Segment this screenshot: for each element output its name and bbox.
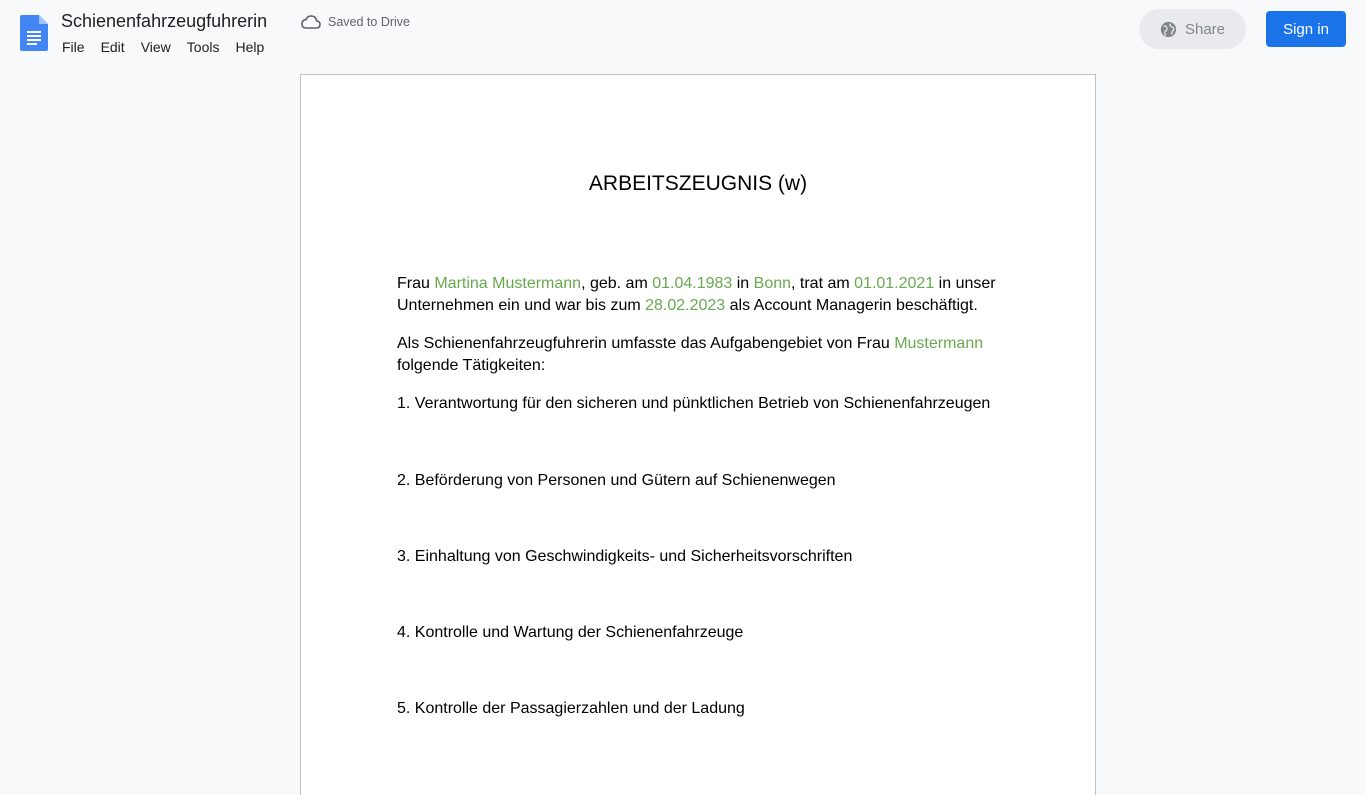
task-item-5: 5. Kontrolle der Passagierzahlen und der Ladung bbox=[397, 700, 745, 717]
globe-icon bbox=[1160, 21, 1177, 38]
employee-surname: Mustermann bbox=[894, 335, 984, 352]
end-date: 28.02.2023 bbox=[645, 297, 726, 314]
tasks-intro-text-1: Als Schienenfahrzeugfuhrerin umfasste das Aufgabengebiet von Frau bbox=[397, 335, 895, 352]
menu-view[interactable]: View bbox=[140, 39, 171, 55]
save-status[interactable] bbox=[301, 14, 410, 30]
menu-file[interactable]: File bbox=[62, 39, 85, 55]
menu-bar bbox=[54, 37, 272, 57]
cloud-done-icon bbox=[301, 14, 321, 30]
share-label: Share bbox=[1184, 20, 1226, 38]
intro-text-3: in bbox=[732, 275, 754, 292]
tasks-intro-text-2: folgende Tätigkeiten: bbox=[397, 357, 546, 374]
share-button[interactable] bbox=[1139, 9, 1246, 49]
intro-text-6: als Account Managerin beschäftigt. bbox=[725, 297, 978, 314]
task-item-3: 3. Einhaltung von Geschwindigkeits- und Sicherheitsvorschriften bbox=[397, 548, 853, 565]
start-date: 01.01.2021 bbox=[854, 275, 935, 292]
employee-name: Martina Mustermann bbox=[434, 275, 582, 292]
intro-text-4: , trat am bbox=[791, 275, 855, 292]
intro-text-5: in unser Unternehmen ein und war bis zum bbox=[397, 275, 996, 314]
birth-city: Bonn bbox=[753, 275, 792, 292]
top-bar bbox=[0, 0, 1366, 64]
intro-text-2: , geb. am bbox=[581, 275, 653, 292]
google-docs-icon[interactable] bbox=[20, 15, 48, 51]
menu-edit[interactable]: Edit bbox=[100, 39, 125, 55]
save-status-label: Saved to Drive bbox=[328, 15, 410, 29]
tasks-intro-paragraph bbox=[397, 333, 1007, 377]
document-title[interactable]: Schienenfahrzeugfuhrerin bbox=[61, 11, 268, 31]
intro-text-1: Frau bbox=[397, 275, 435, 292]
birth-date: 01.04.1983 bbox=[652, 275, 733, 292]
sign-in-button[interactable]: Sign in bbox=[1266, 11, 1346, 47]
document-page[interactable] bbox=[300, 74, 1096, 795]
task-item-1: 1. Verantwortung für den sicheren und pünktlichen Betrieb von Schienenfahrzeugen bbox=[397, 395, 991, 412]
menu-help[interactable]: Help bbox=[235, 39, 265, 55]
menu-tools[interactable]: Tools bbox=[186, 39, 220, 55]
intro-paragraph bbox=[397, 273, 1007, 317]
document-heading: ARBEITSZEUGNIS (w) bbox=[588, 172, 808, 195]
task-item-2: 2. Beförderung von Personen und Gütern auf Schienenwegen bbox=[397, 472, 836, 489]
task-item-4: 4. Kontrolle und Wartung der Schienenfahrzeuge bbox=[397, 624, 744, 641]
